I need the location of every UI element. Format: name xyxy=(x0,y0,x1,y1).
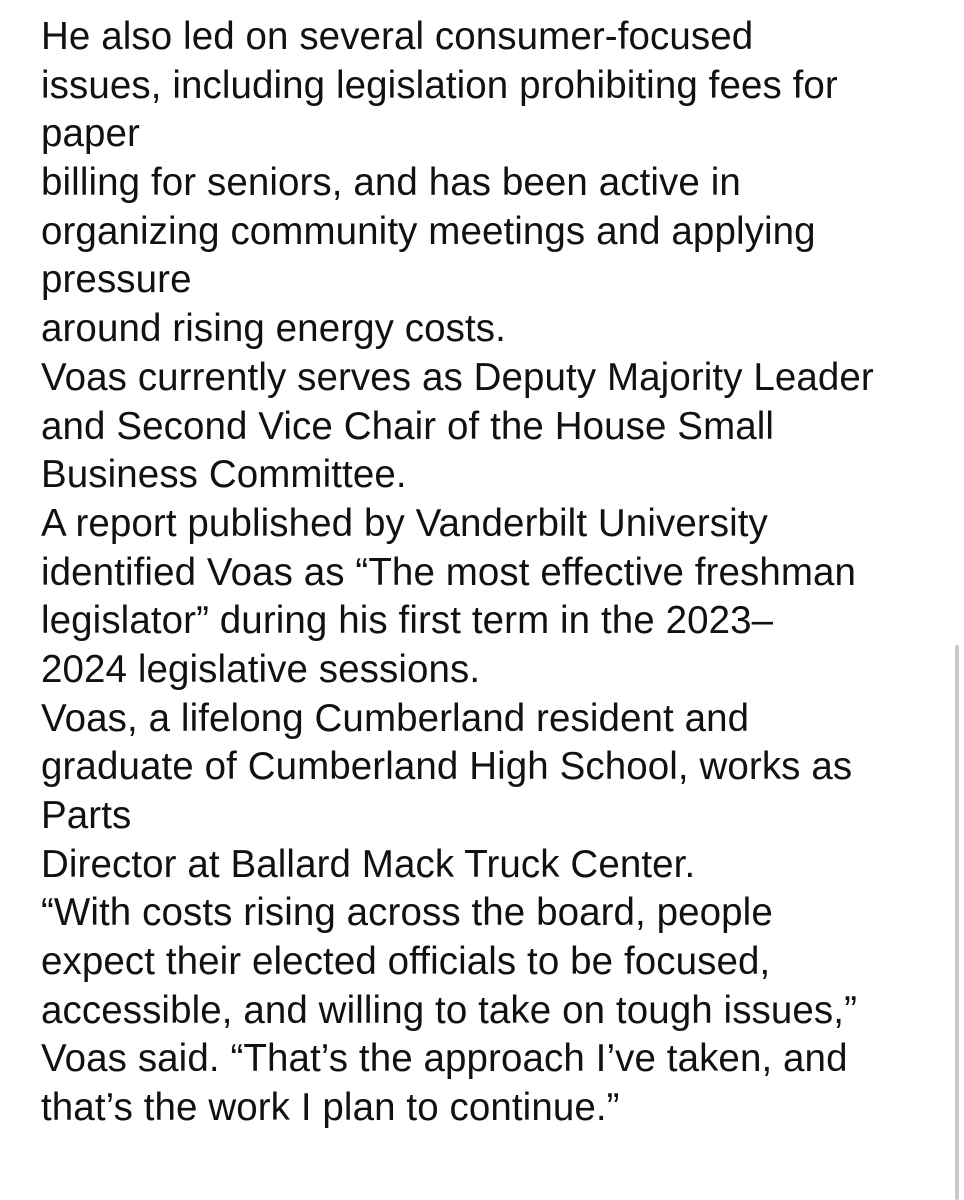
text-line: Director at Ballard Mack Truck Center. xyxy=(41,842,696,886)
text-line: Voas said. “That’s the approach I’ve taken, and xyxy=(41,1037,848,1081)
text-line: Voas, a lifelong Cumberland resident and xyxy=(41,696,750,740)
text-line: graduate of Cumberland High School, works as xyxy=(41,745,853,789)
text-line: around rising energy costs. xyxy=(41,307,506,351)
text-line: accessible, and willing to take on tough issues,” xyxy=(41,988,857,1032)
scrollbar-thumb[interactable] xyxy=(955,645,959,1200)
document-text xyxy=(41,13,931,1133)
scrollbar[interactable] xyxy=(950,0,964,1200)
text-line: and Second Vice Chair of the House Small xyxy=(41,404,775,448)
text-line: A report published by Vanderbilt University xyxy=(41,501,768,545)
text-line: Voas currently serves as Deputy Majority Leader xyxy=(41,355,874,399)
text-line: legislator” during his first term in the 2023– xyxy=(41,599,774,643)
text-line: billing for seniors, and has been active in xyxy=(41,161,741,205)
text-line: issues, including legislation prohibiting fees for xyxy=(41,63,838,107)
text-line: “With costs rising across the board, people xyxy=(41,891,773,935)
text-line: that’s the work I plan to continue.” xyxy=(41,1086,620,1130)
text-line: pressure xyxy=(41,258,192,302)
text-line: Parts xyxy=(41,794,132,837)
text-line: Business Committee. xyxy=(41,453,407,497)
text-line: identified Voas as “The most effective freshman xyxy=(41,550,857,594)
text-line: organizing community meetings and applying xyxy=(41,209,816,253)
text-line: He also led on several consumer-focused xyxy=(41,15,754,58)
text-line: 2024 legislative sessions. xyxy=(41,647,481,691)
text-line: paper xyxy=(41,112,140,156)
text-line: expect their elected officials to be focused, xyxy=(41,940,771,984)
